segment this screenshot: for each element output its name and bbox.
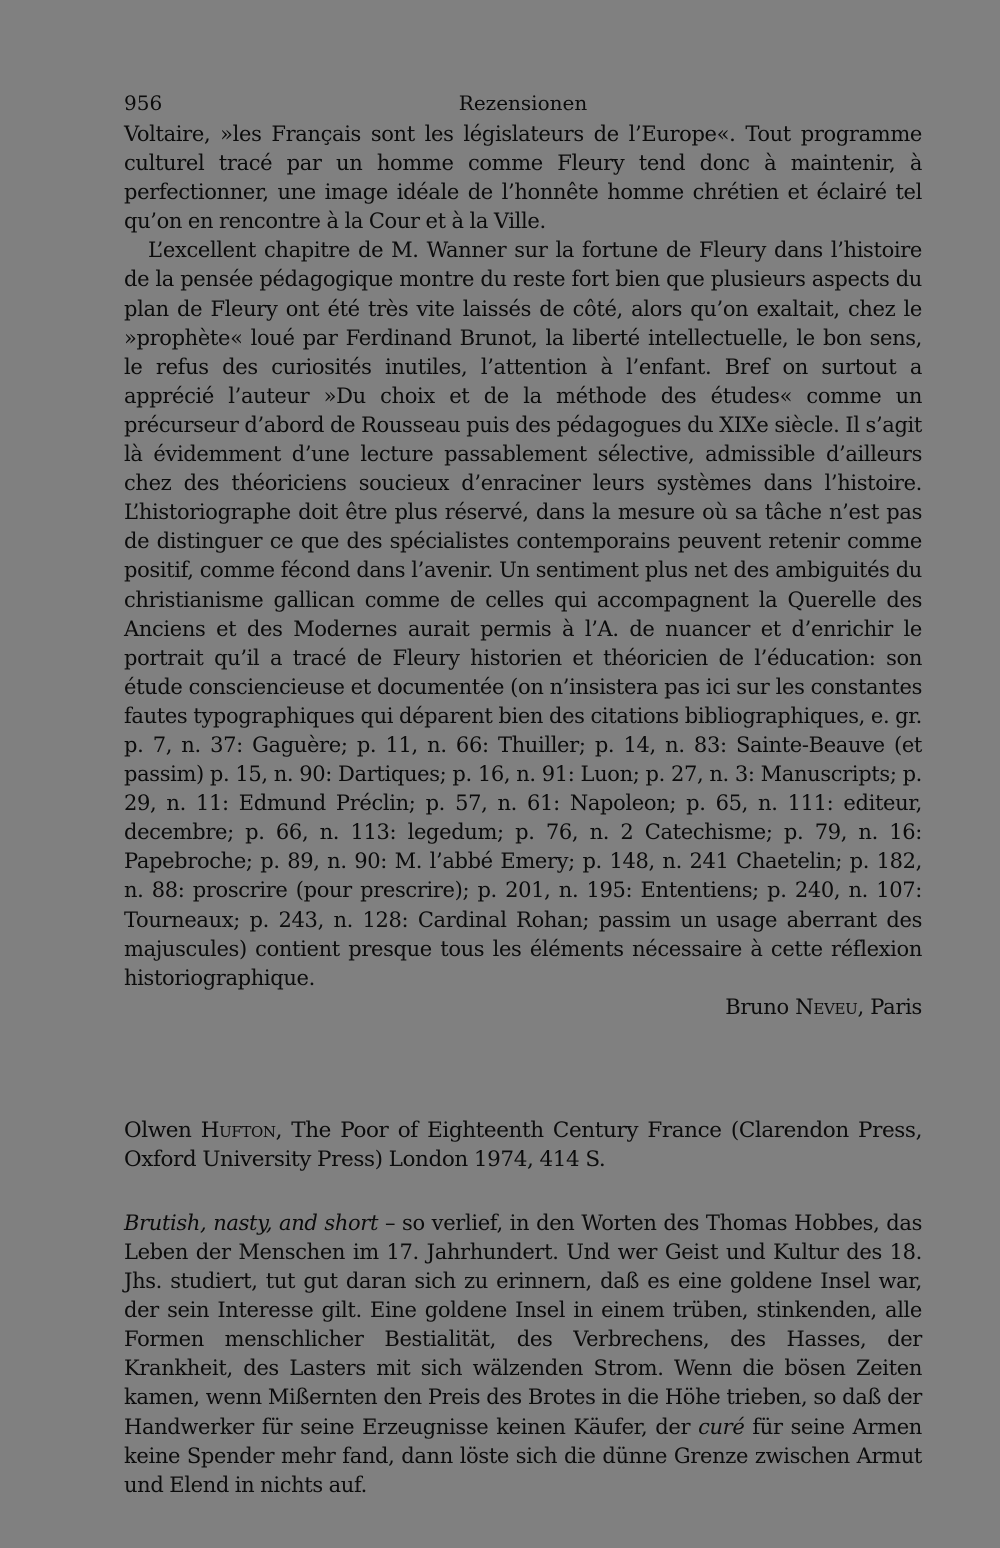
reviewer-last-name: Neveu [795,994,858,1019]
hobbes-quote: Brutish, nasty, and short [124,1210,379,1235]
reviewer-city: , Paris [857,994,922,1019]
section-title: Rezensionen [458,91,588,115]
review2-body-end: für seine Armen keine Spender mehr fand, dann löste sich die dünne Grenze zwischen Armut und Elend in nichts auf. [124,1414,922,1497]
book-author-last-name: Hufton [200,1117,276,1143]
review2-paragraph-1 [124,1209,922,1500]
cure-term: curé [698,1414,745,1439]
reviewer-signature [124,993,922,1022]
running-head [124,86,922,120]
review2-body-text: – so verlief, in den Worten des Thomas Hobbes, das Leben der Menschen im 17. Jahrhundert. Und wer Geist und Kultur des 18. Jhs. studiert, tut gut daran sich zu erinnern, daß es eine goldene Insel war, der sein Interesse gilt. Eine goldene Insel in einem trüben, stinkenden, alle Formen menschlicher Bestialität, des Verbrechens, des Hasses, der Krankheit, des Lasters mit sich wälzenden Strom. Wenn die bösen Zeiten kamen, wenn Mißernten den Preis des Brotes in die Höhe trieben, so daß der Handwerker für seine Erzeugnisse keinen Käufer, der [124,1210,922,1439]
review1-paragraph-2: L’excellent chapitre de M. Wanner sur la fortune de Fleury dans l’histoire de la pensée pédagogique montre du reste fort bien que plusieurs aspects du plan de Fleury ont été très vite laissés de côté, alors qu’on exaltait, chez le »prophète« loué par Ferdinand Brunot, la liberté intellectuelle, le bon sens, le refus des curiosités inutiles, l’attention à l’enfant. Bref on surtout a apprécié l’auteur »Du choix et de la méthode des études« comme un précurseur d’abord de Rousseau puis des pédagogues du XIXe siècle. Il s’agit là évidemment d’une lecture passablement sélective, admissible d’ailleurs chez des théoriciens soucieux d’enraciner leurs systèmes dans l’histoire. L’historiographe doit être plus réservé, dans la mesure où sa tâche n’est pas de distinguer ce que des spécialistes contemporains peuvent retenir comme positif, comme fécond dans l’avenir. Un sentiment plus net des ambiguités du christianisme gallican comme de celles qui accompagnent la Querelle des Anciens et des Modernes aurait permis à l’A. de nuancer et d’enrichir le portrait qu’il a tracé de Fleury historien et théoricien de l’éducation: son étude consciencieuse et documentée (on n’insistera pas ici sur les constantes fautes typographiques qui déparent bien des citations bibliographiques, e. gr. p. 7, n. 37: Gaguère; p. 11, n. 66: Thuiller; p. 14, n. 83: Sainte-Beauve (et passim) p. 15, n. 90: Dartiques; p. 16, n. 91: Luon; p. 27, n. 3: Manuscripts; p. 29, n. 11: Edmund Préclin; p. 57, n. 61: Napoleon; p. 65, n. 111: editeur, decembre; p. 66, n. 113: legedum; p. 76, n. 2 Catechisme; p. 79, n. 16: Papebroche; p. 89, n. 90: M. l’abbé Emery; p. 148, n. 241 Chaetelin; p. 182, n. 88: proscrire (pour prescrire); p. 201, n. 195: Ententiens; p. 240, n. 107: Tourneaux; p. 243, n. 128: Cardinal Rohan; passim un usage aberrant des majuscules) contient presque tous les éléments nécessaire à cette réflexion historiographique. [124,238,922,990]
book-citation-details: , The Poor of Eighteenth Century France (Clarendon Press, Oxford University Press) London 1974, 414 S. [124,1117,922,1173]
review2-citation [124,1116,922,1175]
book-author-first-name: Olwen [124,1117,192,1143]
document-page [124,86,922,1500]
reviewer-first-name: Bruno [725,994,789,1019]
review1-paragraph-1: Voltaire, »les Français sont les législateurs de l’Europe«. Tout programme culturel tracé par un homme comme Fleury tend donc à maintenir, à perfectionner, une image idéale de l’honnête homme chrétien et éclairé tel qu’on en rencontre à la Cour et à la Ville. [124,122,922,234]
page-number: 956 [124,91,163,115]
